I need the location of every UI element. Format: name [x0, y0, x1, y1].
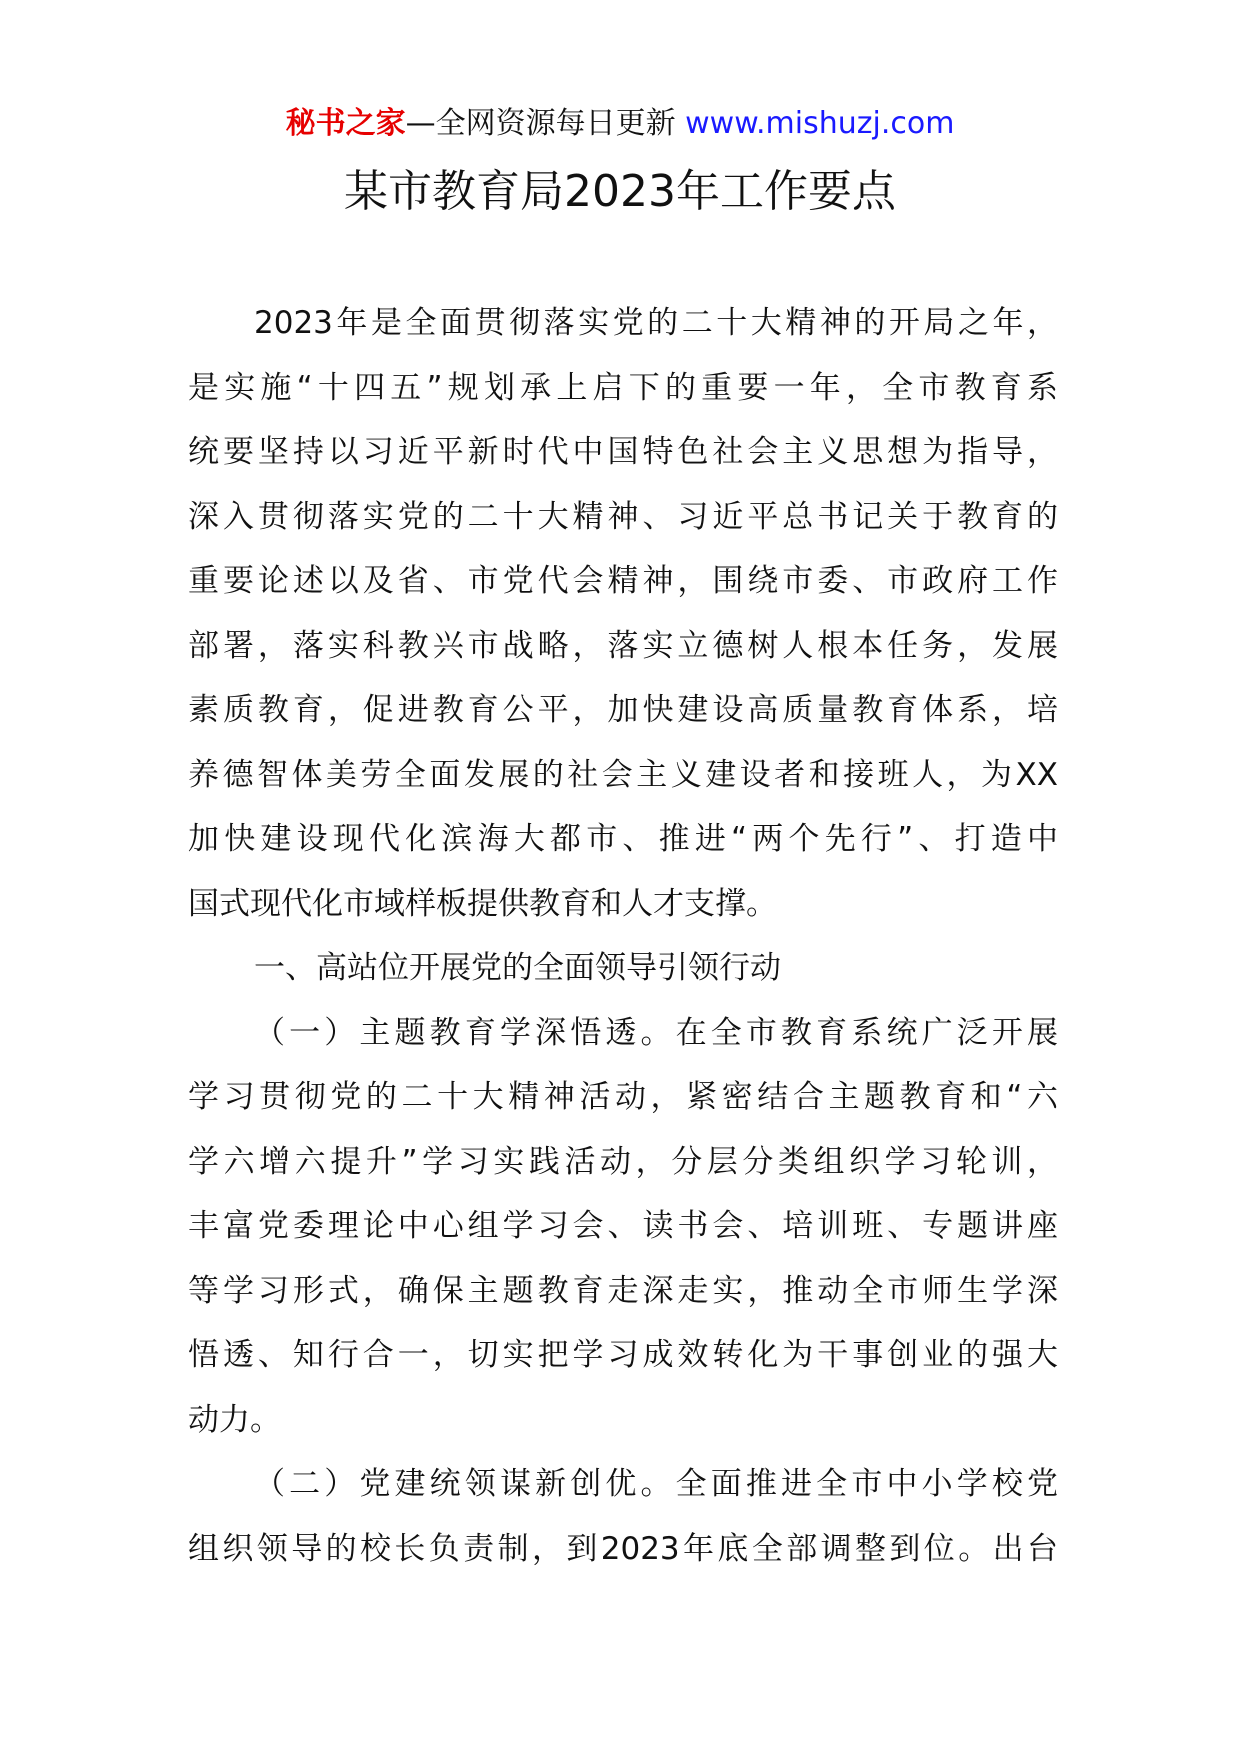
- paragraph-line: 深入贯彻落实党的二十大精神、习近平总书记关于教育的: [188, 498, 1058, 535]
- site-header: [0, 101, 1240, 147]
- paragraph-line: （二）党建统领谋新创优。全面推进全市中小学校党: [254, 1466, 1058, 1502]
- document-title: 某市教育局2023年工作要点: [344, 166, 896, 217]
- paragraph-line: 等学习形式，确保主题教育走深走实，推动全市师生学深: [188, 1272, 1058, 1309]
- paragraph-line: 学习贯彻党的二十大精神活动，紧密结合主题教育和“六: [188, 1079, 1058, 1115]
- site-brand: 秘书之家: [285, 106, 406, 141]
- paragraph-line: 统要坚持以习近平新时代中国特色社会主义思想为指导，: [188, 434, 1058, 470]
- paragraph-line: 动力。: [188, 1401, 281, 1438]
- paragraph-line: 部署，落实科教兴市战略，落实立德树人根本任务，发展: [188, 627, 1058, 664]
- paragraph-line: 2023年是全面贯彻落实党的二十大精神的开局之年，: [254, 305, 1058, 341]
- paragraph-line: 重要论述以及省、市党代会精神，围绕市委、市政府工作: [188, 563, 1058, 599]
- paragraph-line: 丰富党委理论中心组学习会、读书会、培训班、专题讲座: [188, 1208, 1058, 1244]
- paragraph-line: （一）主题教育学深悟透。在全市教育系统广泛开展: [254, 1014, 1058, 1051]
- site-url-link[interactable]: www.mishuzj.com: [685, 106, 955, 141]
- paragraph-line: 国式现代化市域样板提供教育和人才支撑。: [188, 885, 777, 922]
- paragraph-line: 是实施“十四五”规划承上启下的重要一年，全市教育系: [188, 369, 1058, 406]
- paragraph-line: 养德智体美劳全面发展的社会主义建设者和接班人，为XX: [188, 756, 1058, 793]
- paragraph-line: 素质教育，促进教育公平，加快建设高质量教育体系，培: [188, 692, 1058, 728]
- paragraph-line: 悟透、知行合一，切实把学习成效转化为干事创业的强大: [188, 1337, 1058, 1373]
- document-body: [188, 291, 1058, 1581]
- paragraph-line: 加快建设现代化滨海大都市、推进“两个先行”、打造中: [188, 821, 1058, 857]
- site-slogan: —全网资源每日更新: [405, 106, 686, 141]
- section-heading: 一、高站位开展党的全面领导引领行动: [254, 950, 781, 986]
- paragraph-line: 学六增六提升”学习实践活动，分层分类组织学习轮训，: [188, 1143, 1058, 1180]
- paragraph-line: 组织领导的校长负责制，到2023年底全部调整到位。出台: [188, 1530, 1058, 1567]
